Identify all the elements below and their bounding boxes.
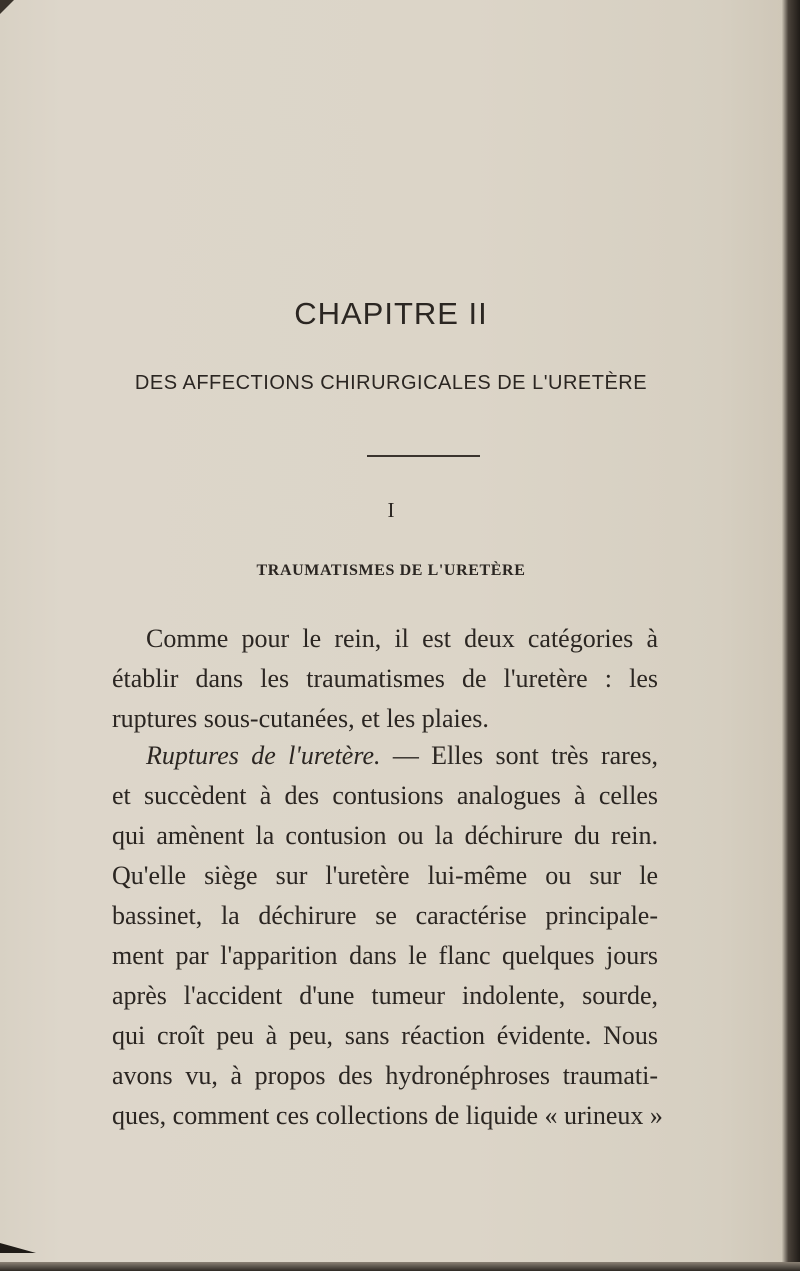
page-edge-shadow xyxy=(0,1262,800,1271)
text-fragment: — Elles sont très rares, xyxy=(380,741,658,770)
text-line: ruptures sous-cutanées, et les plaies. xyxy=(112,704,489,733)
paragraph-ruptures xyxy=(112,736,663,1136)
chapter-subtitle: DES AFFECTIONS CHIRURGICALES DE L'URETÈRE xyxy=(134,372,648,394)
paragraph-intro xyxy=(112,619,658,739)
text-line: avons vu, à propos des hydronéphroses traumati- xyxy=(112,1061,658,1090)
section-title: TRAUMATISMES DE L'URETÈRE xyxy=(256,562,526,579)
text-line: qui croît peu à peu, sans réaction évidente. Nous xyxy=(112,1021,658,1050)
book-spine xyxy=(782,0,800,1271)
page-corner-shadow xyxy=(0,0,14,14)
text-line: et succèdent à des contusions analogues à celles xyxy=(112,781,658,810)
page-corner-shadow xyxy=(0,1243,36,1253)
section-divider xyxy=(367,455,480,457)
text-line: ment par l'apparition dans le flanc quelques jours xyxy=(112,941,658,970)
text-line xyxy=(112,736,658,776)
paragraph-heading: Ruptures de l'uretère. xyxy=(146,741,381,770)
text-line: Comme pour le rein, il est deux catégories à xyxy=(146,624,658,653)
text-line: bassinet, la déchirure se caractérise principale- xyxy=(112,901,658,930)
text-line: établir dans les traumatismes de l'uretère : les xyxy=(112,664,658,693)
text-line: Qu'elle siège sur l'uretère lui-même ou sur le xyxy=(112,861,658,890)
section-numeral: I xyxy=(387,498,395,522)
text-line: qui amènent la contusion ou la déchirure du rein. xyxy=(112,821,658,850)
chapter-title: CHAPITRE II xyxy=(294,296,488,331)
text-line: ques, comment ces collections de liquide « urineux » xyxy=(112,1101,663,1130)
text-line: après l'accident d'une tumeur indolente, sourde, xyxy=(112,981,658,1010)
